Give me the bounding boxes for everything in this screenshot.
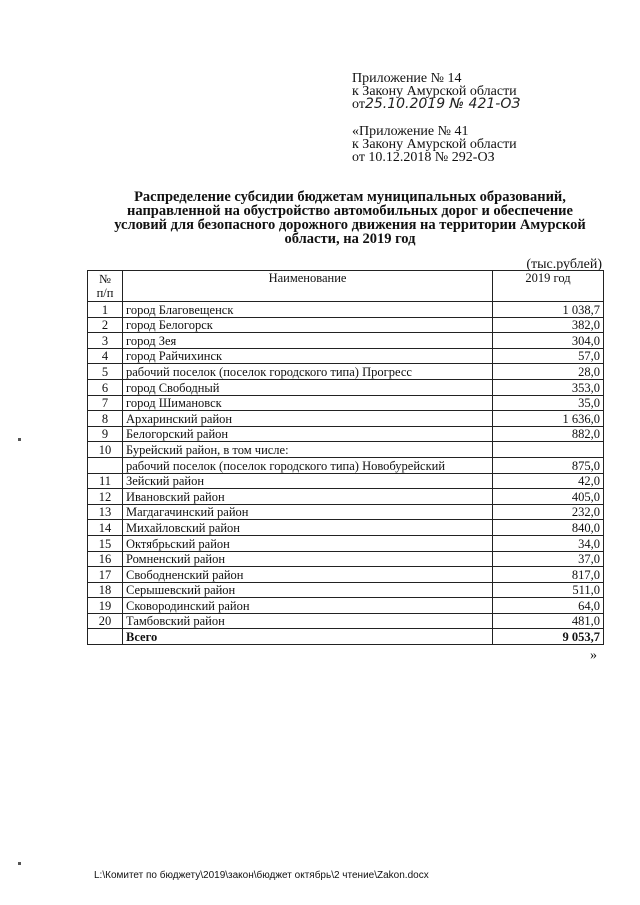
row-name: город Белогорск: [123, 317, 493, 333]
appendix-14-date: [352, 98, 520, 111]
row-name: Сковородинский район: [123, 598, 493, 614]
footer-file-path: L:\Комитет по бюджету\2019\закон\бюджет октябрь\2 чтение\Zakon.docx: [94, 870, 429, 881]
row-value: 64,0: [493, 598, 604, 614]
appendix-41-block: [352, 125, 517, 164]
row-name: Архаринский район: [123, 411, 493, 427]
units-label: (тыс.рублей): [526, 257, 602, 272]
table-row: [88, 364, 604, 380]
row-value: 875,0: [493, 457, 604, 473]
row-number: 10: [88, 442, 123, 458]
page-mark: [18, 862, 21, 865]
appendix-41-law: к Закону Амурской области: [352, 137, 517, 152]
table-body: [88, 302, 604, 645]
page-mark: [18, 438, 21, 441]
row-value: 42,0: [493, 473, 604, 489]
row-value: 817,0: [493, 567, 604, 583]
row-value: 481,0: [493, 613, 604, 629]
table-header-row: [88, 271, 604, 302]
row-value: 232,0: [493, 504, 604, 520]
row-value: 405,0: [493, 489, 604, 505]
row-value: 34,0: [493, 535, 604, 551]
row-value: [493, 442, 604, 458]
row-name: Белогорский район: [123, 426, 493, 442]
table-row: [88, 473, 604, 489]
appendix-14-title: Приложение № 14: [352, 71, 462, 86]
document-title: [90, 190, 610, 246]
row-name: город Зея: [123, 333, 493, 349]
row-number: 9: [88, 426, 123, 442]
row-value: 840,0: [493, 520, 604, 536]
row-name: город Райчихинск: [123, 348, 493, 364]
row-number: 19: [88, 598, 123, 614]
row-number: 20: [88, 613, 123, 629]
row-name: Ивановский район: [123, 489, 493, 505]
appendix-14-block: [352, 72, 520, 111]
row-number: 15: [88, 535, 123, 551]
handwritten-date-number: 25.10.2019 № 421-ОЗ: [364, 96, 521, 112]
table-row: [88, 551, 604, 567]
table-row: [88, 520, 604, 536]
row-name: Магдагачинский район: [123, 504, 493, 520]
table-row: [88, 317, 604, 333]
table-row: [88, 379, 604, 395]
row-name: рабочий поселок (поселок городского типа) Прогресс: [123, 364, 493, 380]
table-row: [88, 302, 604, 318]
row-number: 5: [88, 364, 123, 380]
appendix-14-law: к Закону Амурской области: [352, 84, 517, 99]
row-value: 882,0: [493, 426, 604, 442]
row-value: 35,0: [493, 395, 604, 411]
row-number: 3: [88, 333, 123, 349]
total-label: Всего: [123, 629, 493, 645]
table-row: [88, 535, 604, 551]
row-name: Бурейский район, в том числе:: [123, 442, 493, 458]
table-row: [88, 504, 604, 520]
total-num: [88, 629, 123, 645]
row-value: 57,0: [493, 348, 604, 364]
table-row: [88, 426, 604, 442]
row-number: 11: [88, 473, 123, 489]
title-line-1: Распределение субсидии бюджетам муниципальных образований,: [134, 189, 566, 205]
row-value: 1 636,0: [493, 411, 604, 427]
subsidy-table: [87, 270, 604, 645]
table-row: [88, 567, 604, 583]
header-name: Наименование: [123, 271, 493, 302]
title-line-2: направленной на обустройство автомобильных дорог и обеспечение: [127, 203, 573, 219]
row-number: 14: [88, 520, 123, 536]
row-number: 8: [88, 411, 123, 427]
row-value: 304,0: [493, 333, 604, 349]
table-row: [88, 457, 604, 473]
row-name: рабочий поселок (поселок городского типа) Новобурейский: [123, 457, 493, 473]
row-name: Серышевский район: [123, 582, 493, 598]
row-name: город Шимановск: [123, 395, 493, 411]
row-number: 6: [88, 379, 123, 395]
row-number: 12: [88, 489, 123, 505]
header-num: № п/п: [88, 271, 123, 302]
row-number: 13: [88, 504, 123, 520]
row-number: 2: [88, 317, 123, 333]
row-name: город Благовещенск: [123, 302, 493, 318]
row-name: город Свободный: [123, 379, 493, 395]
row-value: 1 038,7: [493, 302, 604, 318]
title-line-3: условий для безопасного дорожного движения на территории Амурской: [114, 217, 586, 233]
row-name: Ромненский район: [123, 551, 493, 567]
appendix-14-date-prefix: от: [352, 97, 365, 112]
row-number: 4: [88, 348, 123, 364]
row-value: 37,0: [493, 551, 604, 567]
row-number: 18: [88, 582, 123, 598]
row-value: 511,0: [493, 582, 604, 598]
row-number: 17: [88, 567, 123, 583]
row-number: [88, 457, 123, 473]
header-year: 2019 год: [493, 271, 604, 302]
row-name: Октябрьский район: [123, 535, 493, 551]
closing-quote: »: [590, 648, 597, 663]
row-value: 382,0: [493, 317, 604, 333]
row-number: 1: [88, 302, 123, 318]
appendix-41-title: «Приложение № 41: [352, 124, 469, 139]
table-row: [88, 411, 604, 427]
table-row: [88, 348, 604, 364]
table-total-row: [88, 629, 604, 645]
row-name: Тамбовский район: [123, 613, 493, 629]
table-row: [88, 582, 604, 598]
appendix-41-date: от 10.12.2018 № 292-ОЗ: [352, 150, 495, 165]
table-row: [88, 395, 604, 411]
table-row: [88, 442, 604, 458]
table-row: [88, 489, 604, 505]
row-name: Зейский район: [123, 473, 493, 489]
total-value: 9 053,7: [493, 629, 604, 645]
row-name: Свободненский район: [123, 567, 493, 583]
row-name: Михайловский район: [123, 520, 493, 536]
row-value: 353,0: [493, 379, 604, 395]
row-number: 7: [88, 395, 123, 411]
title-line-4: области, на 2019 год: [284, 231, 416, 247]
table-row: [88, 333, 604, 349]
table-row: [88, 613, 604, 629]
row-number: 16: [88, 551, 123, 567]
row-value: 28,0: [493, 364, 604, 380]
table-row: [88, 598, 604, 614]
